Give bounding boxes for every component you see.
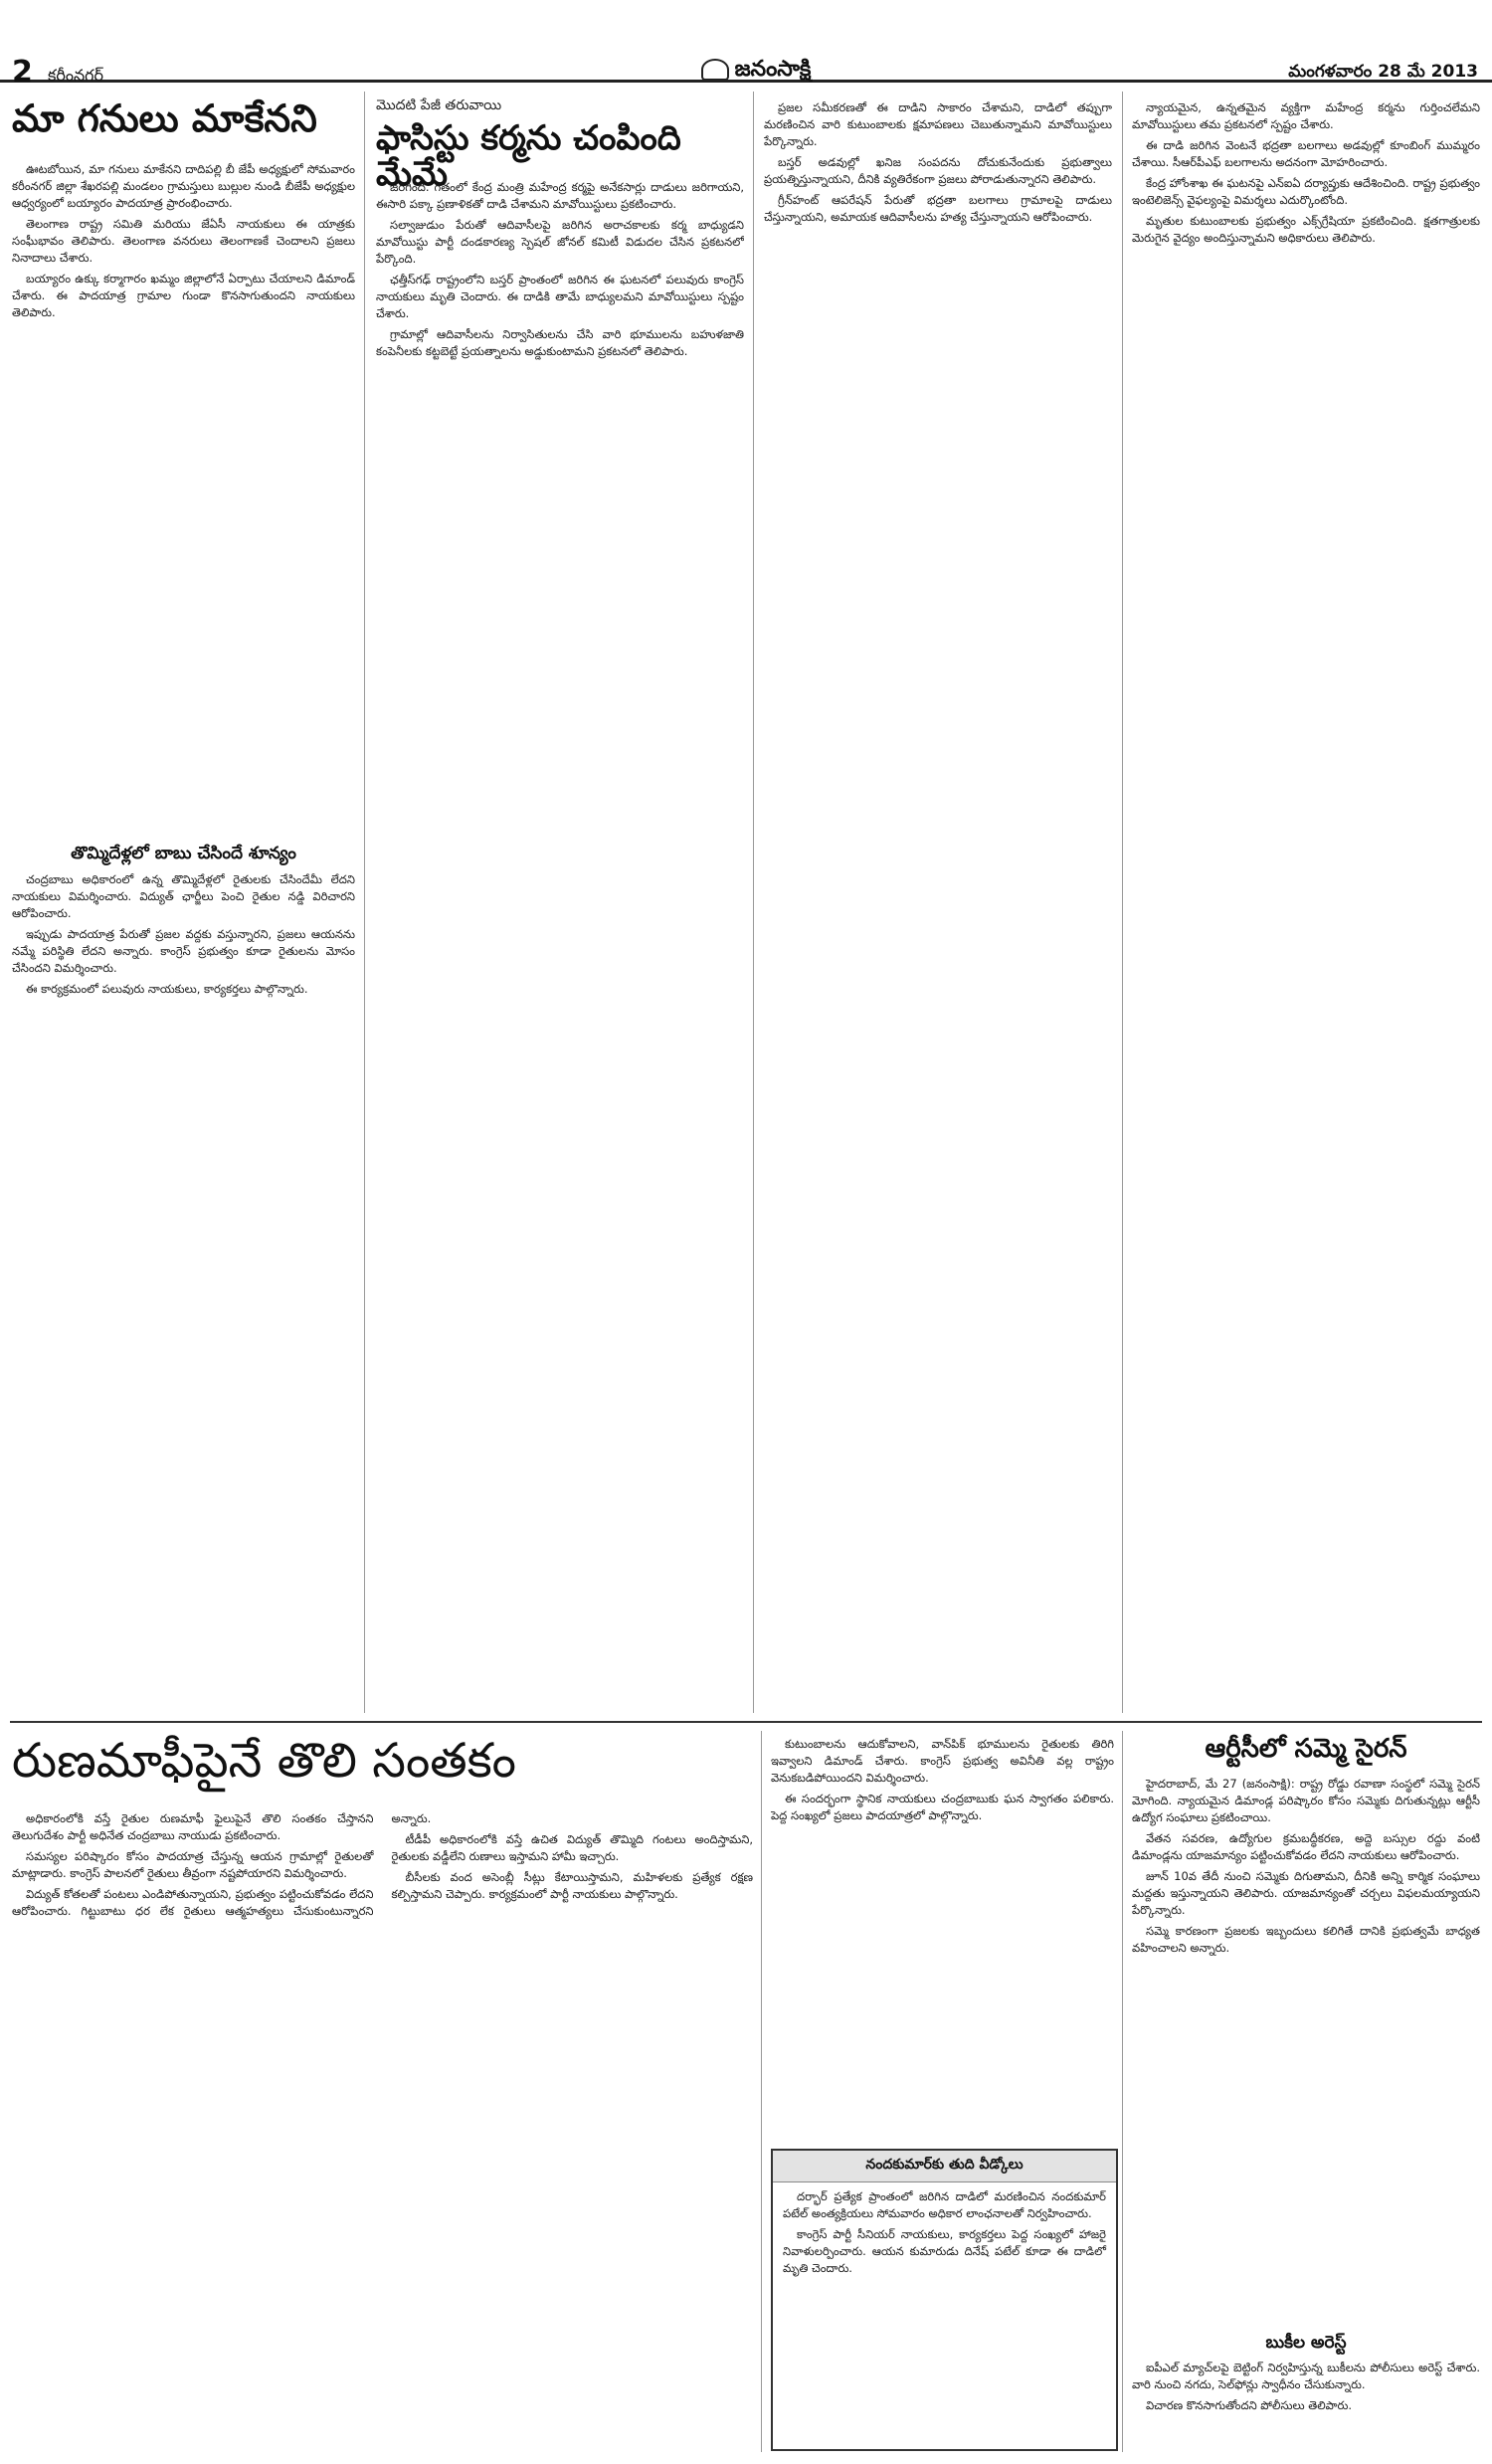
newspaper-name	[656, 56, 855, 84]
bottom-story-paragraph: టీడీపీ అధికారంలోకి వస్తే ఉచిత విద్యుత్ తొమ్మిది గంటలు అందిస్తామని, రైతులకు వడ్డీలేని రుణాలు ఇస్తామని హామీ ఇచ్చారు.	[391, 1832, 753, 1863]
left-story-paragraph: చంద్రబాబు అధికారంలో ఉన్న తొమ్మిదేళ్లలో రైతులకు చేసిందేమీ లేదని నాయకులు విమర్శించారు. విద్యుత్ ఛార్జీలు పెంచి రైతుల నడ్డి విరిచారని ఆరోపించారు.	[12, 872, 355, 920]
page-number: 2	[12, 55, 33, 90]
middle-story-kicker: మొదటి పేజీ తరువాయి	[376, 97, 502, 113]
bottom-story-headline: రుణమాఫీపైనే తొలి సంతకం	[12, 1733, 517, 1789]
newspaper-name-text: జనంసాక్షి	[734, 57, 812, 82]
right-story-paragraph: బస్తర్ అడవుల్లో ఖనిజ సంపదను దోచుకునేందుకు ప్రభుత్వాలు ప్రయత్నిస్తున్నాయని, దీనికి వ్యతిరేకంగా ప్రజలు పోరాడుతున్నారని తెలిపారు.	[764, 155, 1112, 186]
bottom-right-paragraph: జూన్ 10వ తేదీ నుంచి సమ్మెకు దిగుతామని, దీనికి అన్ని కార్మిక సంఘాలు మద్దతు ఇస్తున్నాయని తెలిపారు. యాజమాన్యంతో చర్చలు విఫలమయ్యాయని పేర్కొన్నారు.	[1132, 1869, 1480, 1917]
middle-story-headline: ఫాసిస్టు కర్మను చంపింది మేమే	[376, 118, 681, 194]
column-divider	[1122, 92, 1123, 1713]
bottom-story-paragraph: విద్యుత్ కోతలతో పంటలు ఎండిపోతున్నాయని, ప్రభుత్వం పట్టించుకోవడం లేదని ఆరోపించారు. గిట్టుబాటు ధర లేక రైతులు ఆత్మహత్యలు చేసుకుంటున్నారని అన్నారు.	[12, 1811, 432, 1918]
left-story-paragraph: ఈ కార్యక్రమంలో పలువురు నాయకులు, కార్యకర్తలు పాల్గొన్నారు.	[26, 982, 308, 996]
issue-date: మంగళవారం 28 మే 2013	[1288, 62, 1478, 82]
bottom-middle-paragraph: కుటుంబాలను ఆదుకోవాలని, వాన్‌పిక్ భూములను రైతులకు తిరిగి ఇవ్వాలని డిమాండ్ చేశారు. కాంగ్రెస్ ప్రభుత్వ అవినీతి వల్ల రాష్ట్రం వెనుకబడిపోయిందని విమర్శించారు.	[771, 1737, 1114, 1785]
section-name: కరీంనగర్	[48, 66, 104, 85]
bottom-right-body-2	[1132, 2360, 1480, 2454]
middle-story-paragraph: గ్రామాల్లో ఆదివాసీలను నిర్వాసితులను చేసి వారి భూములను బహుళజాతి కంపెనీలకు కట్టబెట్టే ప్రయత్నాలను అడ్డుకుంటామని ప్రకటనలో తెలిపారు.	[376, 327, 744, 358]
middle-story-paragraph: ఛత్తీస్‌గఢ్ రాష్ట్రంలోని బస్తర్ ప్రాంతంలో జరిగిన ఈ ఘటనలో పలువురు కాంగ్రెస్ నాయకులు మృతి చెందారు. ఈ దాడికి తామే బాధ్యులమని మావోయిస్టులు స్పష్టం చేశారు.	[376, 273, 744, 320]
middle-story-body	[376, 179, 744, 1711]
column-divider	[753, 92, 754, 1713]
bottom-right-paragraph: వేతన సవరణ, ఉద్యోగుల క్రమబద్ధీకరణ, అద్దె బస్సుల రద్దు వంటి డిమాండ్లను యాజమాన్యం పట్టించుకోవడం లేదని నాయకులు ఆరోపించారు.	[1132, 1831, 1480, 1862]
bottom-middle-paragraph: ఈ సందర్భంగా స్థానిక నాయకులు చంద్రబాబుకు ఘన స్వాగతం పలికారు. పెద్ద సంఖ్యలో ప్రజలు పాదయాత్రలో పాల్గొన్నారు.	[771, 1792, 1114, 1822]
column-divider	[1122, 1731, 1123, 2452]
bottom-middle-body	[771, 1736, 1114, 2139]
sidebar-box	[771, 2149, 1118, 2451]
far-right-story-paragraph: కేంద్ర హోంశాఖ ఈ ఘటనపై ఎన్‌ఐఏ దర్యాప్తుకు ఆదేశించింది. రాష్ట్ర ప్రభుత్వం ఇంటెలిజెన్స్ వైఫల్యంపై విమర్శలు ఎదుర్కొంటోంది.	[1132, 176, 1480, 207]
sidebar-box-title: నందకుమార్‌కు తుది వీడ్కోలు	[773, 2151, 1116, 2182]
left-story-headline: మా గనులు మాకేనని	[12, 96, 317, 140]
middle-story-paragraph: సల్వాజుడుం పేరుతో ఆదివాసీలపై జరిగిన అరాచకాలకు కర్మ బాధ్యుడని మావోయిస్టు పార్టీ దండకారణ్య స్పెషల్ జోనల్ కమిటీ విడుదల చేసిన ప్రకటనలో పేర్కొంది.	[376, 218, 744, 266]
column-divider	[364, 92, 365, 1713]
bottom-right-paragraph: సమ్మె కారణంగా ప్రజలకు ఇబ్బందులు కలిగితే దానికి ప్రభుత్వమే బాధ్యత వహించాలని అన్నారు.	[1132, 1924, 1480, 1955]
right-story-paragraph: గ్రీన్‌హంట్ ఆపరేషన్ పేరుతో భద్రతా బలగాలు గ్రామాలపై దాడులు చేస్తున్నాయని, అమాయక ఆదివాసీలను హత్య చేస్తున్నాయని ఆరోపించారు.	[764, 193, 1112, 224]
masthead	[0, 0, 1492, 90]
bottom-right-subhead: బుకీల అరెస్ట్	[1265, 2333, 1347, 2353]
sidebar-box-paragraph: కాంగ్రెస్ పార్టీ సీనియర్ నాయకులు, కార్యకర్తలు పెద్ద సంఖ్యలో హాజరై నివాళులర్పించారు. ఆయన కుమారుడు దినేష్ పటేల్ కూడా ఈ దాడిలో మృతి చెందారు.	[783, 2227, 1106, 2275]
middle-story-paragraph: జరిగింది. గతంలో కేంద్ర మంత్రి మహేంద్ర కర్మపై అనేకసార్లు దాడులు జరిగాయని, ఈసారి పక్కా ప్రణాళికతో దాడి చేశామని మావోయిస్టులు ప్రకటించారు.	[376, 180, 744, 211]
left-story-paragraph: బయ్యారం ఉక్కు కర్మాగారం ఖమ్మం జిల్లాలోనే ఏర్పాటు చేయాలని డిమాండ్ చేశారు. ఈ పాదయాత్ర గ్రామాల గుండా కొనసాగుతుందని నాయకులు తెలిపారు.	[12, 272, 355, 319]
left-story-body	[12, 161, 355, 838]
bottom-right-headline: ఆర్టీసీలో సమ్మె సైరన్	[1205, 1734, 1407, 1764]
left-story-body-2	[12, 871, 355, 1558]
left-story-subhead: తొమ్మిదేళ్లలో బాబు చేసిందే శూన్యం	[71, 844, 296, 863]
left-story-paragraph: ఊటబోయిన, మా గనులు మాకేనని దాదిపల్లి బీ జేపీ అధ్యక్షులో సోమవారం కరీంనగర్ జిల్లా శేఖరపల్లి మండలం గ్రామస్తులు బుల్లుల నుండి బీజేపీ అధ్యక్షుల ఆధ్వర్యంలో బయ్యారం పాదయాత్ర ప్రారంభించారు.	[12, 162, 355, 210]
left-story-paragraph: ఇప్పుడు పాదయాత్ర పేరుతో ప్రజల వద్దకు వస్తున్నారని, ప్రజలు ఆయనను నమ్మే పరిస్థితి లేదని అన్నారు. కాంగ్రెస్ ప్రభుత్వం కూడా రైతులను మోసం చేసిందని విమర్శించారు.	[12, 927, 355, 975]
right-story-paragraph: ప్రజల సమీకరణతో ఈ దాడిని సాకారం చేశామని, దాడిలో తప్పుగా మరణించిన వారి కుటుంబాలకు క్షమాపణలు చెబుతున్నామని మావోయిస్టులు పేర్కొన్నారు.	[764, 100, 1112, 148]
far-right-story-paragraph: మృతుల కుటుంబాలకు ప్రభుత్వం ఎక్స్‌గ్రేషియా ప్రకటించింది. క్షతగాత్రులకు మెరుగైన వైద్యం అందిస్తున్నామని అధికారులు తెలిపారు.	[1132, 214, 1480, 245]
bottom-story-paragraph: అధికారంలోకి వస్తే రైతుల రుణమాఫీ ఫైలుపైనే తొలి సంతకం చేస్తానని తెలుగుదేశం పార్టీ అధినేత చంద్రబాబు నాయుడు ప్రకటించారు.	[12, 1811, 374, 1842]
bottom-right-body	[1132, 1776, 1480, 2328]
left-story-paragraph: తెలంగాణ రాష్ట్ర సమితి మరియు జేఏసీ నాయకులు ఈ యాత్రకు సంఘీభావం తెలిపారు. తెలంగాణ వనరులు తెలంగాణకే చెందాలని ప్రజలు నినాదాలు చేశారు.	[12, 217, 355, 265]
column-divider	[761, 1731, 762, 2452]
right-story-body	[764, 99, 1112, 1711]
far-right-story-body	[1132, 99, 1480, 1711]
bottom-right-paragraph: హైదరాబాద్, మే 27 (జనంసాక్షి): రాష్ట్ర రోడ్డు రవాణా సంస్థలో సమ్మె సైరన్ మోగింది. న్యాయమైన డిమాండ్ల పరిష్కారం కోసం సమ్మెకు దిగుతున్నట్లు ఆర్టీసీ ఉద్యోగ సంఘాలు ప్రకటించాయి.	[1132, 1777, 1480, 1824]
sidebar-box-body	[773, 2182, 1116, 2443]
sidebar-box-paragraph: దర్భార్ ప్రత్యేక ప్రాంతంలో జరిగిన దాడిలో మరణించిన నందకుమార్ పటేల్ అంత్యక్రియలు సోమవారం అధికార లాంఛనాలతో నిర్వహించారు.	[783, 2189, 1106, 2220]
section-divider	[10, 1721, 1482, 1723]
far-right-story-paragraph: ఈ దాడి జరిగిన వెంటనే భద్రతా బలగాలు అడవుల్లో కూంబింగ్ ముమ్మరం చేశాయి. సీఆర్‌పీఎఫ్ బలగాలను అదనంగా మోహరించారు.	[1132, 138, 1480, 169]
bottom-right-paragraph: విచారణ కొనసాగుతోందని పోలీసులు తెలిపారు.	[1146, 2398, 1352, 2412]
far-right-story-paragraph: న్యాయమైన, ఉన్నతమైన వ్యక్తిగా మహేంద్ర కర్మను గుర్తించలేమని మావోయిస్టులు తమ ప్రకటనలో స్పష్టం చేశారు.	[1132, 100, 1480, 131]
bottom-story-paragraph: బీసీలకు వంద అసెంబ్లీ సీట్లు కేటాయిస్తామని, మహిళలకు ప్రత్యేక రక్షణ కల్పిస్తామని చెప్పారు. కార్యక్రమంలో పార్టీ నాయకులు పాల్గొన్నారు.	[391, 1870, 753, 1901]
bottom-story-body	[12, 1810, 753, 2452]
bottom-story-paragraph: సమస్యల పరిష్కారం కోసం పాదయాత్ర చేస్తున్న ఆయన గ్రామాల్లో రైతులతో మాట్లాడారు. కాంగ్రెస్ పాలనలో రైతులు తీవ్రంగా నష్టపోయారని విమర్శించారు.	[12, 1849, 374, 1880]
newspaper-logo-icon	[701, 59, 729, 81]
bottom-right-paragraph: ఐపీఎల్ మ్యాచ్‌లపై బెట్టింగ్ నిర్వహిస్తున్న బుకీలను పోలీసులు అరెస్ట్ చేశారు. వారి నుంచి నగదు, సెల్‌ఫోన్లు స్వాధీనం చేసుకున్నారు.	[1132, 2361, 1480, 2391]
